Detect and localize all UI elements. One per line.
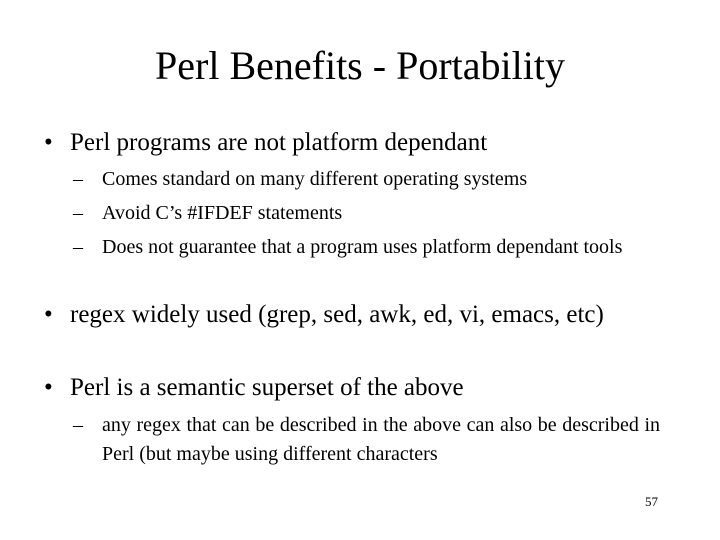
bullet-marker: •	[44, 374, 53, 401]
bullet-text: Perl programs are not platform dependant	[70, 129, 488, 156]
bullet-marker: •	[44, 301, 53, 328]
subbullet-marker: –	[73, 202, 83, 224]
subbullet-text: Avoid C’s #IFDEF statements	[102, 202, 343, 224]
subbullet-text: any regex that can be described in the above can also be described in Perl (but maybe using different characters	[102, 414, 660, 465]
bullet-text: regex widely used (grep, sed, awk, ed, vi, emacs, etc)	[70, 301, 604, 328]
slide-title: Perl Benefits - Portability	[155, 43, 565, 88]
page-number: 57	[645, 494, 658, 509]
subbullet-marker: –	[73, 414, 83, 436]
subbullet-text: Comes standard on many different operating systems	[102, 168, 528, 190]
subbullet-marker: –	[73, 236, 83, 258]
subbullet-text: Does not guarantee that a program uses platform dependant tools	[102, 236, 623, 258]
bullet-marker: •	[44, 129, 53, 156]
subbullet-marker: –	[73, 168, 83, 190]
bullet-text: Perl is a semantic superset of the above	[70, 374, 464, 401]
